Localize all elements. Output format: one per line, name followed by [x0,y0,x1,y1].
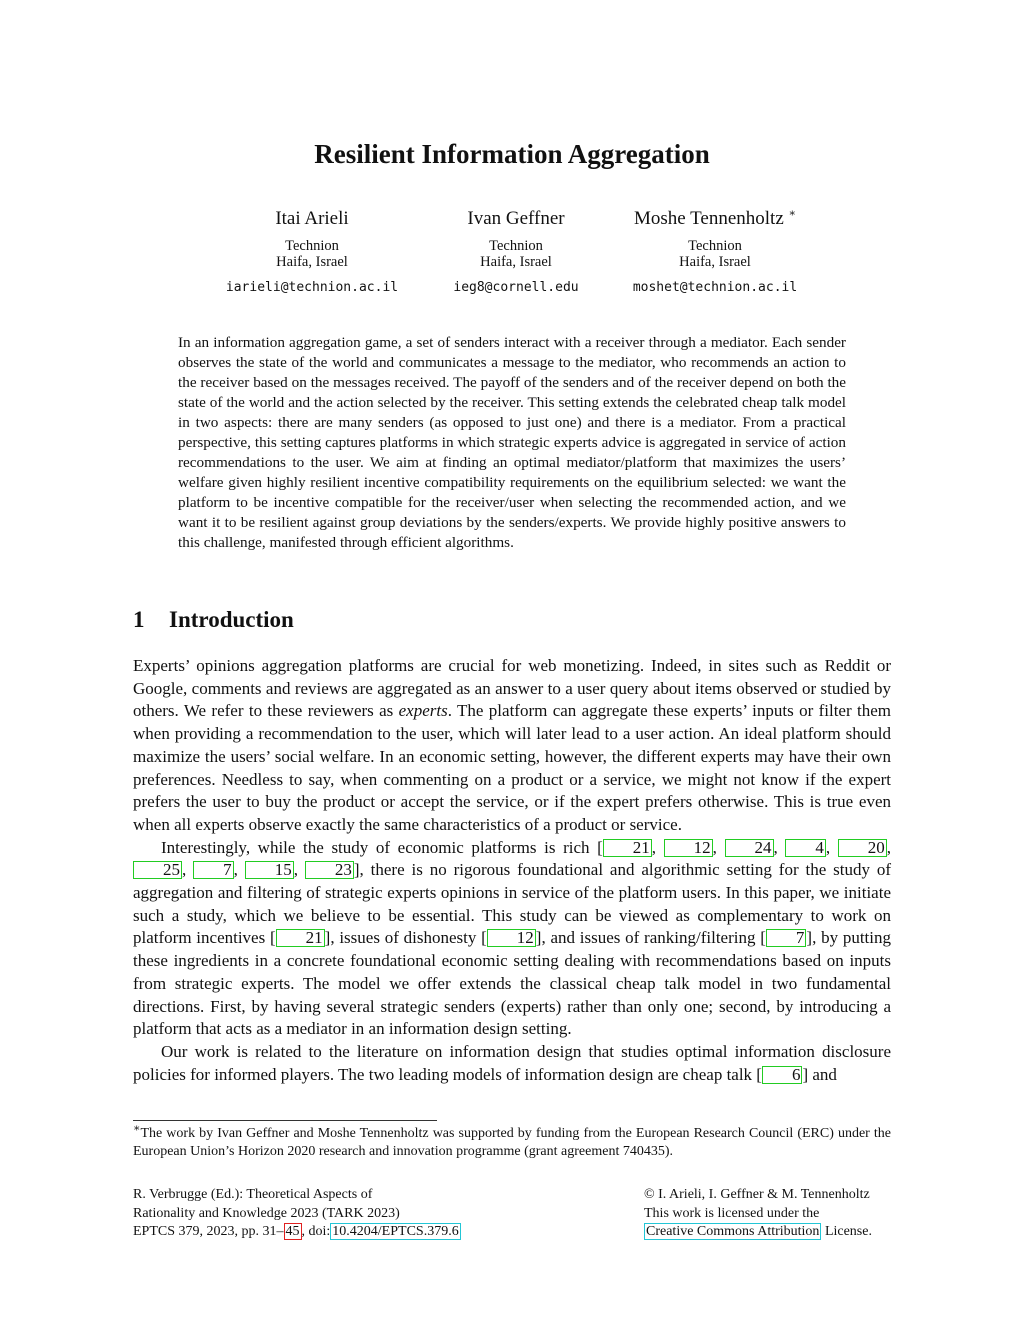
citation-link[interactable]: 7 [193,861,234,879]
citation-link[interactable]: 21 [603,839,652,857]
footnote-marker: ∗ [133,1122,141,1135]
emphasis: experts [398,701,448,721]
author-location: Haifa, Israel [480,254,552,270]
footer-line: EPTCS 379, 2023, pp. 31– 45 , doi: 10.4204/EPTCS.379.6 [133,1224,459,1239]
citation-link[interactable]: 6 [762,1066,803,1084]
footnote-marker: ∗ [788,207,796,220]
paper-title: Resilient Information Aggregation [314,139,710,169]
author-block [406,208,626,295]
section-title: Introduction [169,607,294,632]
citation-link[interactable]: 15 [245,861,294,879]
footer-line: Creative Commons Attribution License. [646,1224,872,1239]
footer-line: © I. Arieli, I. Geffner & M. Tennenholtz [644,1187,870,1202]
author-location: Haifa, Israel [276,254,348,270]
body-text [133,655,891,1086]
doi-link[interactable]: 10.4204/EPTCS.379.6 [332,1224,459,1239]
citation-link[interactable]: 12 [487,929,536,947]
section-heading [133,607,294,633]
page-end-link[interactable]: 45 [285,1224,300,1239]
author-affiliation: Technion [285,238,339,254]
author-email: moshet@technion.ac.il [632,280,798,295]
paragraph: Experts’ opinions aggregation platforms are crucial for web monetizing. Indeed, in sites such as Reddit or Google, comments and reviews are aggregated as an answer to a user query about items observed or studied by others. We refer to these reviewers as experts. The platform can aggregate these experts’ inputs or filter them when providing a recommendation to the user, which will later lead to a user action. An ideal platform should maximize the users’ social welfare. In an economic setting, however, the different experts may have their own preferences. Needless to say, when commenting on a product or a service, we might not know if the expert prefers the user to buy the product or accept the service, or if the expert prefers otherwise. This is true even when all experts observe exactly the same characteristics of a product or service. [133,656,891,834]
section-number: 1 [133,607,145,632]
footer-line: Rationality and Knowledge 2023 (TARK 2023) [133,1205,400,1221]
paragraph: Our work is related to the literature on information design that studies optimal information disclosure policies for informed players. The two leading models of information design are cheap talk [ 6 ] and [133,1041,891,1084]
author-email: ieg8@cornell.edu [453,280,579,295]
footer-publication-info [133,1186,461,1242]
footer-license-info [644,1186,872,1242]
citation-link[interactable]: 21 [276,929,325,947]
author-name: Ivan Geffner [467,208,565,229]
citation-link[interactable]: 25 [133,861,182,879]
author-location: Haifa, Israel [679,254,751,270]
citation-link[interactable]: 23 [305,861,354,879]
citation-link[interactable]: 7 [766,929,807,947]
footnote-text: The work by Ivan Geffner and Moshe Tennenholtz was supported by funding from the European Research Council (ERC) under the European Union’s Horizon 2020 research and innovation programme (grant agreement 740435). [133,1126,891,1159]
footer-line: This work is licensed under the [644,1205,820,1221]
author-affiliation: Technion [489,238,543,254]
author-block [202,208,422,295]
citation-link[interactable]: 12 [664,839,713,857]
license-link[interactable]: Creative Commons Attribution [646,1224,820,1239]
abstract: In an information aggregation game, a set of senders interact with a receiver through a mediator. Each sender observes the state of the world and communicates a message to the mediator, who recommends an action to the receiver based on the messages received. The payoff of the senders and of the receiver depend on both the state of the world and the action selected by the receiver. This setting extends the celebrated cheap talk model in two aspects: there are many senders (as opposed to just one) and there is a mediator. From a practical perspective, this setting captures platforms in which strategic experts advice is aggregated in service of action recommendations to the user. We aim at finding an optimal mediator/platform that maximizes the users’ welfare given highly resilient incentive compatibility requirements on the equilibrium selected: we want the platform to be incentive compatible for the receiver/user when selecting the recommended action, and we want it to be resilient against group deviations by the senders/experts. We provide highly positive answers to this challenge, manifested through efficient algorithms. [178,334,846,551]
author-affiliation: Technion [688,238,742,254]
citation-link[interactable]: 20 [838,839,887,857]
paragraph: Interestingly, while the study of economic platforms is rich [ 21 , 12 , 24 , 4 , 20 , 25 , 7 , 15 , 23 ], there is no rigorous foundational and algorithmic setting for the study of aggregation and filtering of strategic experts opinions in service of the platform users. In this paper, we initiate such a study, which we believe to be essential. This study can be viewed as complementary to work on platform incentives [ 21 ], issues of dishonesty [ 12 ], and issues of ranking/filtering [ 7 ], by putting these ingredients in a concrete foundational economic setting dealing with recommendations based on inputs from strategic experts. The model we offer extends the classical cheap talk model in two fundamental directions. First, by having several strategic senders (experts) rather than only one; second, by introducing a platform that acts as a mediator in an information design setting. [133,837,892,1039]
footnote-rule [133,1120,437,1121]
author-email: iarieli@technion.ac.il [225,280,399,295]
footnote [133,1122,891,1161]
footer-line: R. Verbrugge (Ed.): Theoretical Aspects of [133,1187,373,1202]
citation-link[interactable]: 24 [725,839,774,857]
author-name: Itai Arieli [275,208,349,229]
author-block [605,208,825,295]
author-name: Moshe Tennenholtz [634,208,784,229]
citation-link[interactable]: 4 [785,839,826,857]
